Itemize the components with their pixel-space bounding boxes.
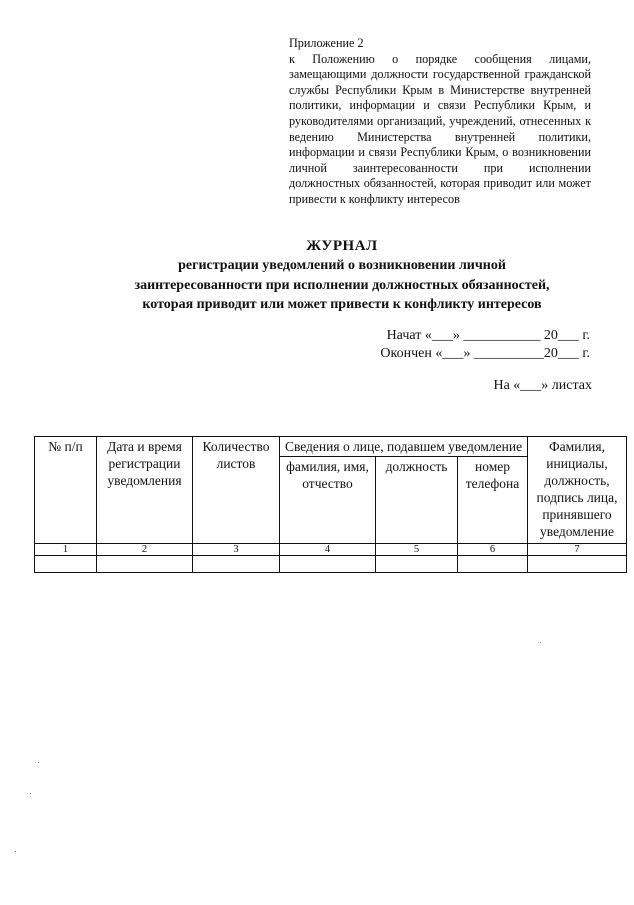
scan-speck — [38, 762, 39, 763]
scan-speck — [540, 642, 541, 643]
empty-cell — [376, 556, 458, 573]
journal-subtitle-line-1: регистрации уведомлений о возникновении личной — [178, 258, 506, 273]
header-sheets: Количество листов — [193, 437, 280, 544]
empty-cell — [193, 556, 280, 573]
table-number-row — [35, 544, 627, 556]
date-started: Начат «___» ___________ 20___ г. — [386, 328, 590, 343]
appendix-text: к Положению о порядке сообщения лицами, замещающими должности государственной гражданской службы Республики Крым в Министерстве внутренней политики, информации и связи Республики Крым, и руководителями организаций, учреждений, отнесенных к ведению Министерства внутренней политики, информации и связи Республики Крым, о возникновении личной заинтересованности при исполнении должностных обязанностей, которая приводит или может привести к конфликту интересов — [289, 51, 591, 206]
header-person: Сведения о лице, подавшем уведомление — [280, 437, 528, 457]
column-number: 2 — [97, 544, 193, 556]
column-number: 7 — [528, 544, 627, 556]
empty-cell — [97, 556, 193, 573]
header-receiver: Фамилия, инициалы, должность, подпись лица, принявшего уведомление — [528, 437, 627, 544]
empty-cell — [458, 556, 528, 573]
journal-table — [34, 436, 627, 573]
journal-subtitle-line-3: которая приводит или может привести к конфликту интересов — [142, 297, 542, 312]
empty-cell — [528, 556, 627, 573]
column-number: 4 — [280, 544, 376, 556]
sheets-count: На «___» листах — [493, 378, 592, 393]
header-num: № п/п — [35, 437, 97, 544]
table-header-row — [35, 437, 627, 457]
journal-heading — [60, 236, 624, 315]
date-ended: Окончен «___» __________20___ г. — [380, 346, 590, 361]
journal-subtitle-line-2: заинтересованности при исполнении должностных обязанностей, — [134, 277, 550, 293]
journal-title: ЖУРНАЛ — [306, 238, 378, 254]
scan-speck — [30, 793, 31, 794]
empty-cell — [280, 556, 376, 573]
empty-cell — [35, 556, 97, 573]
table-empty-row — [35, 556, 627, 573]
header-position: должность — [376, 457, 458, 544]
journal-dates — [380, 327, 590, 363]
header-phone: номер телефона — [458, 457, 528, 544]
scan-speck — [15, 851, 16, 852]
header-name: фамилия, имя, отчество — [280, 457, 376, 544]
column-number: 3 — [193, 544, 280, 556]
column-number: 6 — [458, 544, 528, 556]
header-date: Дата и время регистрации уведомления — [97, 437, 193, 544]
appendix-title: Приложение 2 — [289, 36, 364, 50]
column-number: 5 — [376, 544, 458, 556]
appendix-note — [289, 36, 591, 208]
column-number: 1 — [35, 544, 97, 556]
